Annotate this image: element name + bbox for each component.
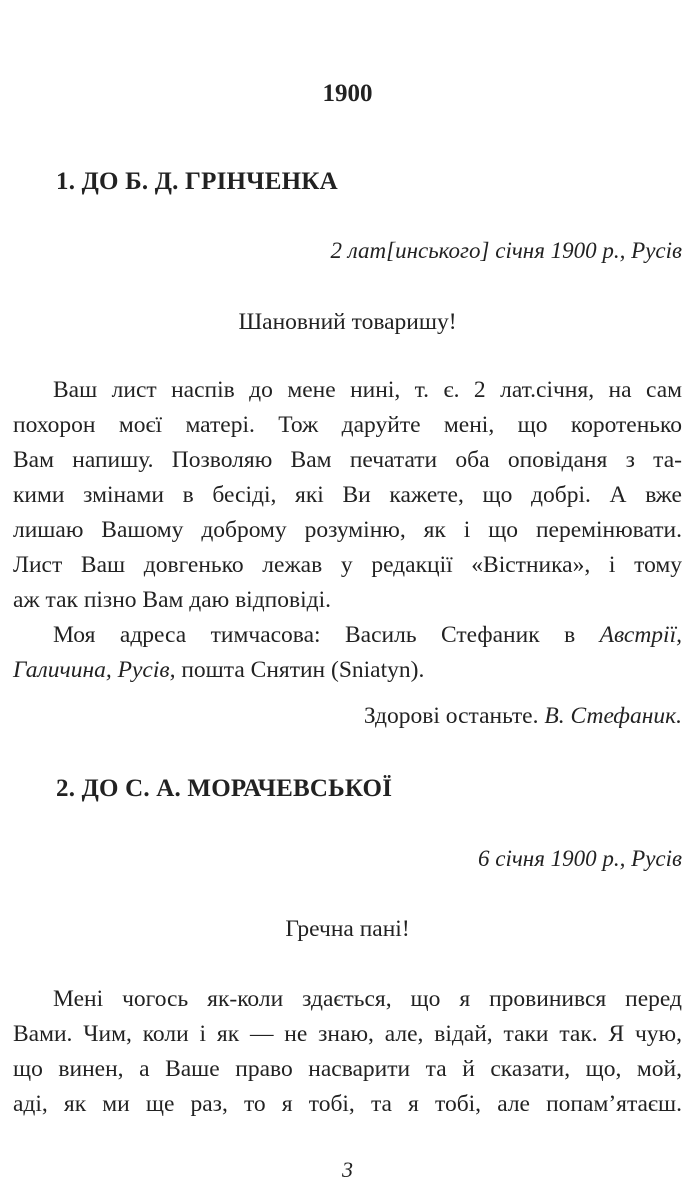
signoff-text: Здорові останьте.: [363, 703, 545, 729]
text-line: аж так пізно Вам даю відповіді.: [13, 587, 331, 613]
text-line: Вами. Чим, коли і як — не знаю, але, відай, таки так. Я чую,: [13, 1021, 682, 1047]
text-line: [13, 618, 682, 653]
book-page: [13, 0, 682, 1200]
signoff-name: В. Стефаник.: [544, 703, 682, 729]
letter-1-heading: 1. ДО Б. Д. ГРІНЧЕНКА: [56, 168, 338, 195]
letter-2-dateline: 6 січня 1900 р., Русів: [477, 846, 682, 871]
address-text: пошта Снятин (Sniatyn).: [175, 657, 425, 683]
text-line: Ваш лист наспів до мене нині, т. є. 2 лат.січня, на сам: [53, 377, 682, 403]
year-heading: 1900: [322, 80, 373, 107]
address-text: Моя адреса тимчасова: Василь Стефаник в: [53, 622, 600, 648]
letter-2-heading: 2. ДО С. А. МОРАЧЕВСЬКОЇ: [56, 775, 393, 802]
address-italic: Австрії,: [599, 622, 682, 648]
text-line: що винен, а Ваше право насварити та й сказати, що, мой,: [13, 1056, 682, 1082]
letter-1-salutation: Шановний товаришу!: [238, 309, 457, 335]
letter-1-dateline: 2 лат[инського] січня 1900 р., Русів: [330, 238, 682, 263]
letter-1-paragraph-1: [13, 373, 682, 618]
letter-1-signoff: [364, 703, 682, 730]
letter-2-salutation: Гречна пані!: [285, 916, 410, 942]
text-line: похорон моєї матері. Тож даруйте мені, що коротенько: [13, 412, 682, 438]
text-line: лишаю Вашому доброму розуміню, як і що перемінювати.: [13, 517, 682, 543]
text-line: кими змінами в бесіді, які Ви кажете, що добрі. А вже: [13, 482, 682, 508]
text-line: аді, як ми ще раз, то я тобі, та я тобі, але попам’ятаєш.: [13, 1091, 682, 1117]
text-line: Вам напишу. Позволяю Вам печатати оба оповіданя з та-: [13, 447, 682, 473]
page-number: 3: [342, 1157, 353, 1182]
text-line: Мені чогось як-коли здається, що я провинився перед: [53, 986, 682, 1012]
address-italic: Галичина, Русів,: [13, 657, 176, 683]
text-line: Лист Ваш довгенько лежав у редакції «Вістника», і тому: [13, 552, 682, 578]
letter-1-paragraph-2: [13, 618, 682, 688]
letter-2-paragraph-1: [13, 982, 682, 1122]
text-line: [13, 653, 682, 688]
